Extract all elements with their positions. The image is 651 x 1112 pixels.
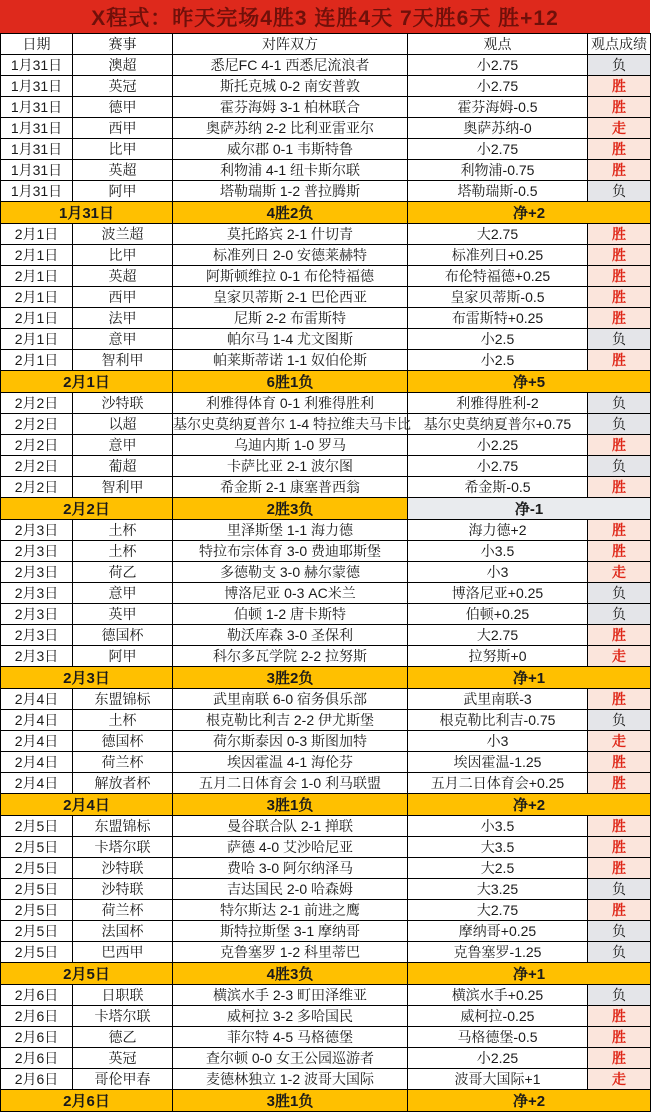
header-row <box>1 34 651 55</box>
table-row <box>1 858 651 879</box>
view-cell: 小3.5 <box>408 816 588 837</box>
result-cell: 负 <box>588 879 651 900</box>
matchup-cell: 特拉布宗体育 3-0 费迪耶斯堡 <box>173 541 408 562</box>
date-cell: 2月6日 <box>1 985 73 1006</box>
daily-summary-row <box>1 498 651 520</box>
summary-record-cell: 2胜3负 <box>173 498 408 520</box>
col-header-league: 赛事 <box>73 34 173 55</box>
league-cell: 东盟锦标 <box>73 816 173 837</box>
matchup-cell: 威尔郡 0-1 韦斯特鲁 <box>173 139 408 160</box>
matchup-cell: 五月二日体育会 1-0 利马联盟 <box>173 773 408 794</box>
date-cell: 2月3日 <box>1 541 73 562</box>
league-cell: 西甲 <box>73 118 173 139</box>
result-cell: 负 <box>588 181 651 202</box>
view-cell: 根克勒比利吉-0.75 <box>408 710 588 731</box>
matchup-cell: 帕莱斯蒂诺 1-1 奴伯伦斯 <box>173 350 408 371</box>
date-cell: 2月1日 <box>1 245 73 266</box>
view-cell: 皇家贝蒂斯-0.5 <box>408 287 588 308</box>
view-cell: 博洛尼亚+0.25 <box>408 583 588 604</box>
view-cell: 小2.25 <box>408 435 588 456</box>
matchup-cell: 斯特拉斯堡 3-1 摩纳哥 <box>173 921 408 942</box>
table-row <box>1 1069 651 1090</box>
date-cell: 1月31日 <box>1 55 73 76</box>
table-row <box>1 435 651 456</box>
table-row <box>1 55 651 76</box>
table-row <box>1 329 651 350</box>
summary-record-cell: 3胜1负 <box>173 1090 408 1112</box>
matchup-cell: 博洛尼亚 0-3 AC米兰 <box>173 583 408 604</box>
view-cell: 五月二日体育会+0.25 <box>408 773 588 794</box>
matchup-cell: 奥萨苏纳 2-2 比利亚雷亚尔 <box>173 118 408 139</box>
league-cell: 英超 <box>73 160 173 181</box>
result-cell: 胜 <box>588 837 651 858</box>
col-header-date: 日期 <box>1 34 73 55</box>
view-cell: 克鲁塞罗-1.25 <box>408 942 588 963</box>
league-cell: 智利甲 <box>73 350 173 371</box>
date-cell: 2月2日 <box>1 477 73 498</box>
date-cell: 1月31日 <box>1 97 73 118</box>
summary-date-cell: 2月2日 <box>1 498 173 520</box>
view-cell: 大2.75 <box>408 900 588 921</box>
date-cell: 2月5日 <box>1 942 73 963</box>
result-cell: 胜 <box>588 97 651 118</box>
view-cell: 大2.75 <box>408 625 588 646</box>
league-cell: 荷兰杯 <box>73 752 173 773</box>
summary-net-cell: 净+2 <box>408 1090 651 1112</box>
table-row <box>1 245 651 266</box>
result-cell: 胜 <box>588 308 651 329</box>
matchup-cell: 麦德林独立 1-2 波哥大国际 <box>173 1069 408 1090</box>
matchup-cell: 勒沃库森 3-0 圣保利 <box>173 625 408 646</box>
view-cell: 波哥大国际+1 <box>408 1069 588 1090</box>
view-cell: 小3.5 <box>408 541 588 562</box>
matchup-cell: 尼斯 2-2 布雷斯特 <box>173 308 408 329</box>
matchup-cell: 希金斯 2-1 康塞普西翁 <box>173 477 408 498</box>
result-cell: 走 <box>588 1069 651 1090</box>
daily-summary-row <box>1 371 651 393</box>
table-row <box>1 520 651 541</box>
view-cell: 摩纳哥+0.25 <box>408 921 588 942</box>
table-row <box>1 921 651 942</box>
view-cell: 威柯拉-0.25 <box>408 1006 588 1027</box>
result-cell: 胜 <box>588 350 651 371</box>
summary-net-cell: 净+2 <box>408 794 651 816</box>
view-cell: 小3 <box>408 562 588 583</box>
daily-summary-row <box>1 1090 651 1112</box>
league-cell: 以超 <box>73 414 173 435</box>
result-cell: 负 <box>588 393 651 414</box>
result-cell: 胜 <box>588 76 651 97</box>
table-row <box>1 942 651 963</box>
league-cell: 土杯 <box>73 541 173 562</box>
matchup-cell: 标准列日 2-0 安德莱赫特 <box>173 245 408 266</box>
view-cell: 小2.5 <box>408 329 588 350</box>
league-cell: 比甲 <box>73 139 173 160</box>
table-row <box>1 900 651 921</box>
summary-net-cell: 净-1 <box>408 498 651 520</box>
date-cell: 2月6日 <box>1 1006 73 1027</box>
matchup-cell: 悉尼FC 4-1 西悉尼流浪者 <box>173 55 408 76</box>
date-cell: 2月5日 <box>1 816 73 837</box>
league-cell: 巴西甲 <box>73 942 173 963</box>
date-cell: 2月3日 <box>1 562 73 583</box>
result-cell: 负 <box>588 329 651 350</box>
table-row <box>1 350 651 371</box>
league-cell: 德国杯 <box>73 625 173 646</box>
date-cell: 1月31日 <box>1 139 73 160</box>
matchup-cell: 武里南联 6-0 宿务俱乐部 <box>173 689 408 710</box>
summary-date-cell: 2月6日 <box>1 1090 173 1112</box>
view-cell: 小2.75 <box>408 139 588 160</box>
result-cell: 胜 <box>588 752 651 773</box>
league-cell: 东盟锦标 <box>73 689 173 710</box>
league-cell: 哥伦甲春 <box>73 1069 173 1090</box>
result-cell: 胜 <box>588 1027 651 1048</box>
date-cell: 2月2日 <box>1 393 73 414</box>
league-cell: 智利甲 <box>73 477 173 498</box>
matchup-cell: 伯顿 1-2 唐卡斯特 <box>173 604 408 625</box>
table-row <box>1 773 651 794</box>
matchup-cell: 莫托路宾 2-1 什切青 <box>173 224 408 245</box>
league-cell: 意甲 <box>73 435 173 456</box>
table-row <box>1 710 651 731</box>
date-cell: 2月3日 <box>1 583 73 604</box>
result-cell: 负 <box>588 985 651 1006</box>
table-row <box>1 181 651 202</box>
result-cell: 胜 <box>588 160 651 181</box>
result-cell: 负 <box>588 921 651 942</box>
table-row <box>1 456 651 477</box>
summary-record-cell: 3胜1负 <box>173 794 408 816</box>
league-cell: 德乙 <box>73 1027 173 1048</box>
date-cell: 2月5日 <box>1 858 73 879</box>
table-row <box>1 76 651 97</box>
date-cell: 2月1日 <box>1 266 73 287</box>
result-cell: 胜 <box>588 435 651 456</box>
matchup-cell: 阿斯顿维拉 0-1 布伦特福德 <box>173 266 408 287</box>
summary-record-cell: 4胜3负 <box>173 963 408 985</box>
league-cell: 解放者杯 <box>73 773 173 794</box>
matchup-cell: 基尔史莫纳夏普尔 1-4 特拉维夫马卡比 <box>173 414 408 435</box>
date-cell: 2月5日 <box>1 879 73 900</box>
matchup-cell: 利雅得体育 0-1 利雅得胜利 <box>173 393 408 414</box>
view-cell: 小2.75 <box>408 76 588 97</box>
summary-net-cell: 净+5 <box>408 371 651 393</box>
table-row <box>1 393 651 414</box>
matchup-cell: 皇家贝蒂斯 2-1 巴伦西亚 <box>173 287 408 308</box>
table-row <box>1 414 651 435</box>
league-cell: 英冠 <box>73 1048 173 1069</box>
matchup-cell: 菲尔特 4-5 马格德堡 <box>173 1027 408 1048</box>
table-row <box>1 97 651 118</box>
view-cell: 小2.75 <box>408 456 588 477</box>
summary-date-cell: 1月31日 <box>1 202 173 224</box>
summary-record-cell: 6胜1负 <box>173 371 408 393</box>
view-cell: 拉努斯+0 <box>408 646 588 667</box>
matchup-cell: 埃因霍温 4-1 海伦芬 <box>173 752 408 773</box>
result-cell: 负 <box>588 942 651 963</box>
league-cell: 沙特联 <box>73 879 173 900</box>
league-cell: 西甲 <box>73 287 173 308</box>
league-cell: 土杯 <box>73 710 173 731</box>
view-cell: 大2.75 <box>408 224 588 245</box>
league-cell: 荷乙 <box>73 562 173 583</box>
date-cell: 2月2日 <box>1 435 73 456</box>
summary-date-cell: 2月4日 <box>1 794 173 816</box>
league-cell: 阿甲 <box>73 646 173 667</box>
view-cell: 布伦特福德+0.25 <box>408 266 588 287</box>
matchup-cell: 横滨水手 2-3 町田泽维亚 <box>173 985 408 1006</box>
result-cell: 胜 <box>588 224 651 245</box>
date-cell: 2月3日 <box>1 520 73 541</box>
matchup-cell: 多德勒支 3-0 赫尔蒙德 <box>173 562 408 583</box>
league-cell: 法甲 <box>73 308 173 329</box>
date-cell: 2月4日 <box>1 731 73 752</box>
table-row <box>1 646 651 667</box>
league-cell: 土杯 <box>73 520 173 541</box>
matchup-cell: 卡萨比亚 2-1 波尔图 <box>173 456 408 477</box>
view-cell: 小2.25 <box>408 1048 588 1069</box>
table-row <box>1 625 651 646</box>
table-row <box>1 837 651 858</box>
view-cell: 大3.25 <box>408 879 588 900</box>
table-row <box>1 985 651 1006</box>
result-cell: 胜 <box>588 773 651 794</box>
league-cell: 澳超 <box>73 55 173 76</box>
view-cell: 小3 <box>408 731 588 752</box>
date-cell: 2月5日 <box>1 837 73 858</box>
table-row <box>1 689 651 710</box>
matchup-cell: 根克勒比利吉 2-2 伊尤斯堡 <box>173 710 408 731</box>
results-table-body <box>1 55 651 1112</box>
matchup-cell: 科尔多瓦学院 2-2 拉努斯 <box>173 646 408 667</box>
view-cell: 小2.75 <box>408 55 588 76</box>
result-cell: 负 <box>588 414 651 435</box>
view-cell: 希金斯-0.5 <box>408 477 588 498</box>
league-cell: 德国杯 <box>73 731 173 752</box>
league-cell: 英甲 <box>73 604 173 625</box>
matchup-cell: 威柯拉 3-2 多哈国民 <box>173 1006 408 1027</box>
result-cell: 走 <box>588 118 651 139</box>
daily-summary-row <box>1 667 651 689</box>
date-cell: 2月4日 <box>1 689 73 710</box>
date-cell: 2月5日 <box>1 900 73 921</box>
daily-summary-row <box>1 202 651 224</box>
table-row <box>1 1006 651 1027</box>
table-row <box>1 562 651 583</box>
table-row <box>1 139 651 160</box>
col-header-result: 观点成绩 <box>588 34 651 55</box>
date-cell: 1月31日 <box>1 160 73 181</box>
table-row <box>1 1027 651 1048</box>
league-cell: 英冠 <box>73 76 173 97</box>
view-cell: 基尔史莫纳夏普尔+0.75 <box>408 414 588 435</box>
view-cell: 奥萨苏纳-0 <box>408 118 588 139</box>
date-cell: 2月3日 <box>1 646 73 667</box>
view-cell: 埃因霍温-1.25 <box>408 752 588 773</box>
view-cell: 利物浦-0.75 <box>408 160 588 181</box>
table-row <box>1 604 651 625</box>
matchup-cell: 费哈 3-0 阿尔纳泽马 <box>173 858 408 879</box>
table-row <box>1 287 651 308</box>
summary-date-cell: 2月3日 <box>1 667 173 689</box>
table-row <box>1 583 651 604</box>
league-cell: 德甲 <box>73 97 173 118</box>
col-header-view: 观点 <box>408 34 588 55</box>
view-cell: 利雅得胜利-2 <box>408 393 588 414</box>
result-cell: 走 <box>588 562 651 583</box>
league-cell: 阿甲 <box>73 181 173 202</box>
matchup-cell: 吉达国民 2-0 哈森姆 <box>173 879 408 900</box>
result-cell: 胜 <box>588 816 651 837</box>
summary-record-cell: 4胜2负 <box>173 202 408 224</box>
matchup-cell: 斯托克城 0-2 南安普敦 <box>173 76 408 97</box>
matchup-cell: 霍芬海姆 3-1 柏林联合 <box>173 97 408 118</box>
view-cell: 武里南联-3 <box>408 689 588 710</box>
league-cell: 英超 <box>73 266 173 287</box>
view-cell: 标准列日+0.25 <box>408 245 588 266</box>
table-row <box>1 477 651 498</box>
daily-summary-row <box>1 794 651 816</box>
result-cell: 胜 <box>588 139 651 160</box>
date-cell: 2月3日 <box>1 625 73 646</box>
table-row <box>1 1048 651 1069</box>
league-cell: 意甲 <box>73 329 173 350</box>
matchup-cell: 查尔顿 0-0 女王公园巡游者 <box>173 1048 408 1069</box>
matchup-cell: 曼谷联合队 2-1 掸联 <box>173 816 408 837</box>
matchup-cell: 克鲁塞罗 1-2 科里蒂巴 <box>173 942 408 963</box>
summary-net-cell: 净+1 <box>408 667 651 689</box>
league-cell: 日职联 <box>73 985 173 1006</box>
matchup-cell: 里泽斯堡 1-1 海力德 <box>173 520 408 541</box>
view-cell: 横滨水手+0.25 <box>408 985 588 1006</box>
league-cell: 沙特联 <box>73 393 173 414</box>
result-cell: 胜 <box>588 245 651 266</box>
result-cell: 走 <box>588 731 651 752</box>
date-cell: 1月31日 <box>1 118 73 139</box>
results-table <box>0 33 651 1112</box>
summary-date-cell: 2月1日 <box>1 371 173 393</box>
date-cell: 2月3日 <box>1 604 73 625</box>
league-cell: 意甲 <box>73 583 173 604</box>
table-row <box>1 816 651 837</box>
view-cell: 塔勒瑞斯-0.5 <box>408 181 588 202</box>
table-row <box>1 752 651 773</box>
summary-net-cell: 净+1 <box>408 963 651 985</box>
view-cell: 大2.5 <box>408 858 588 879</box>
result-cell: 负 <box>588 710 651 731</box>
date-cell: 2月1日 <box>1 308 73 329</box>
daily-summary-row <box>1 963 651 985</box>
league-cell: 葡超 <box>73 456 173 477</box>
league-cell: 沙特联 <box>73 858 173 879</box>
table-row <box>1 118 651 139</box>
league-cell: 卡塔尔联 <box>73 1006 173 1027</box>
summary-record-cell: 3胜2负 <box>173 667 408 689</box>
summary-date-cell: 2月5日 <box>1 963 173 985</box>
result-cell: 负 <box>588 456 651 477</box>
matchup-cell: 利物浦 4-1 纽卡斯尔联 <box>173 160 408 181</box>
col-header-matchup: 对阵双方 <box>173 34 408 55</box>
date-cell: 2月1日 <box>1 224 73 245</box>
table-row <box>1 224 651 245</box>
page-title: X程式：昨天完场4胜3 连胜4天 7天胜6天 胜+12 <box>0 0 650 33</box>
table-row <box>1 879 651 900</box>
league-cell: 法国杯 <box>73 921 173 942</box>
date-cell: 2月4日 <box>1 752 73 773</box>
league-cell: 比甲 <box>73 245 173 266</box>
league-cell: 波兰超 <box>73 224 173 245</box>
date-cell: 2月4日 <box>1 710 73 731</box>
result-cell: 胜 <box>588 858 651 879</box>
result-cell: 胜 <box>588 541 651 562</box>
result-cell: 负 <box>588 583 651 604</box>
date-cell: 2月1日 <box>1 329 73 350</box>
result-cell: 胜 <box>588 900 651 921</box>
result-cell: 走 <box>588 646 651 667</box>
date-cell: 2月4日 <box>1 773 73 794</box>
result-cell: 负 <box>588 604 651 625</box>
view-cell: 大3.5 <box>408 837 588 858</box>
view-cell: 海力德+2 <box>408 520 588 541</box>
date-cell: 2月6日 <box>1 1048 73 1069</box>
view-cell: 伯顿+0.25 <box>408 604 588 625</box>
matchup-cell: 萨德 4-0 艾沙哈尼亚 <box>173 837 408 858</box>
table-row <box>1 160 651 181</box>
result-cell: 胜 <box>588 477 651 498</box>
date-cell: 1月31日 <box>1 181 73 202</box>
view-cell: 小2.5 <box>408 350 588 371</box>
league-cell: 卡塔尔联 <box>73 837 173 858</box>
view-cell: 布雷斯特+0.25 <box>408 308 588 329</box>
league-cell: 荷兰杯 <box>73 900 173 921</box>
date-cell: 2月1日 <box>1 287 73 308</box>
summary-net-cell: 净+2 <box>408 202 651 224</box>
table-row <box>1 541 651 562</box>
matchup-cell: 特尔斯达 2-1 前进之鹰 <box>173 900 408 921</box>
date-cell: 2月2日 <box>1 456 73 477</box>
date-cell: 1月31日 <box>1 76 73 97</box>
table-row <box>1 266 651 287</box>
view-cell: 霍芬海姆-0.5 <box>408 97 588 118</box>
result-cell: 胜 <box>588 266 651 287</box>
matchup-cell: 帕尔马 1-4 尤文图斯 <box>173 329 408 350</box>
date-cell: 2月6日 <box>1 1069 73 1090</box>
matchup-cell: 塔勒瑞斯 1-2 普拉腾斯 <box>173 181 408 202</box>
result-cell: 胜 <box>588 1048 651 1069</box>
date-cell: 2月5日 <box>1 921 73 942</box>
table-row <box>1 731 651 752</box>
date-cell: 2月2日 <box>1 414 73 435</box>
date-cell: 2月1日 <box>1 350 73 371</box>
matchup-cell: 乌迪内斯 1-0 罗马 <box>173 435 408 456</box>
date-cell: 2月6日 <box>1 1027 73 1048</box>
table-row <box>1 308 651 329</box>
matchup-cell: 荷尔斯泰因 0-3 斯图加特 <box>173 731 408 752</box>
result-cell: 胜 <box>588 689 651 710</box>
view-cell: 马格德堡-0.5 <box>408 1027 588 1048</box>
result-cell: 负 <box>588 55 651 76</box>
result-cell: 胜 <box>588 287 651 308</box>
result-cell: 胜 <box>588 625 651 646</box>
result-cell: 胜 <box>588 520 651 541</box>
result-cell: 胜 <box>588 1006 651 1027</box>
